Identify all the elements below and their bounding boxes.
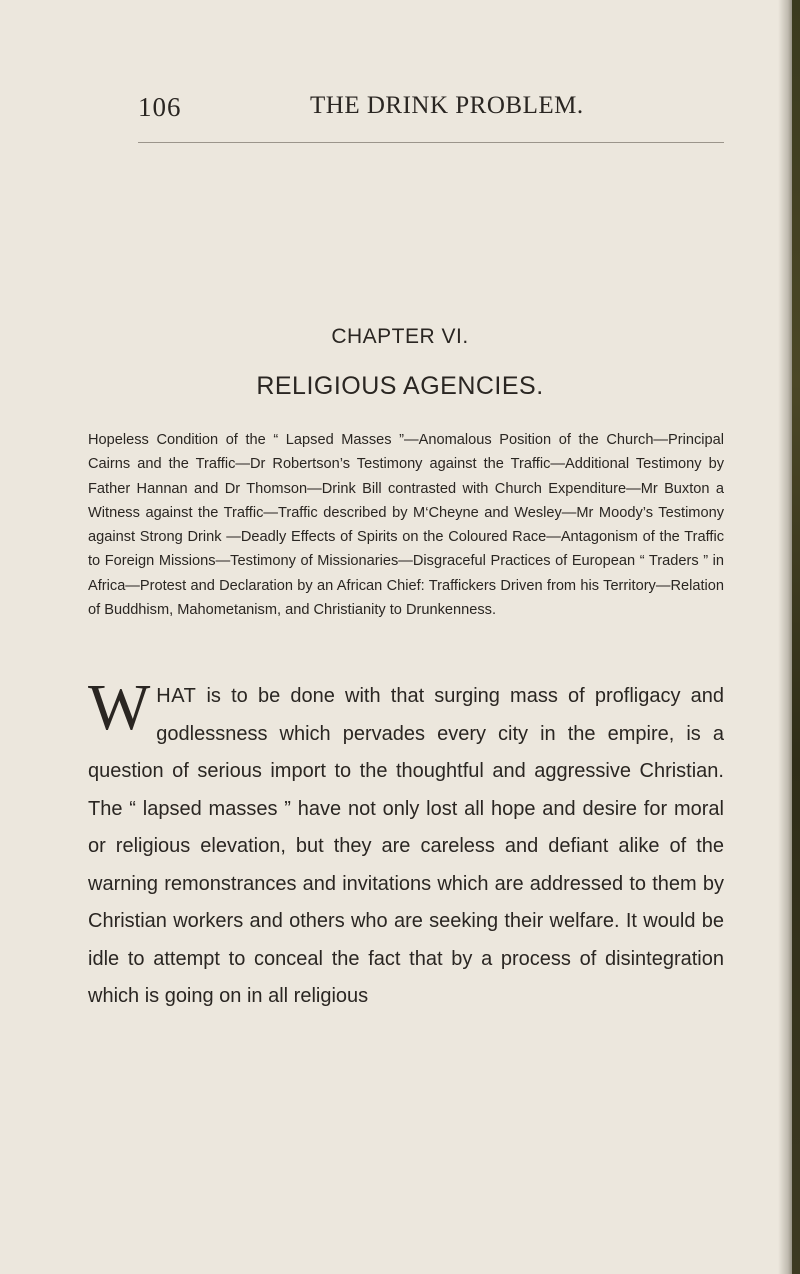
chapter-number: CHAPTER VI. bbox=[331, 325, 469, 348]
page-number: 106 bbox=[138, 92, 182, 122]
lead-small-caps: HAT bbox=[156, 685, 197, 707]
header-rule bbox=[138, 142, 724, 143]
page-edge bbox=[792, 0, 800, 1274]
body-paragraph bbox=[88, 671, 724, 1016]
running-head bbox=[138, 92, 738, 128]
drop-cap: W bbox=[88, 671, 151, 744]
chapter-title: RELIGIOUS AGENCIES. bbox=[256, 372, 544, 400]
chapter-synopsis: Hopeless Condition of the “ Lapsed Masses ”—Anomalous Position of the Church—Principal Cairns and the Traffic—Dr Robertson’s Testimony against the Traffic—Additional Testimony by Father Hannan and Dr Thomson—Drink Bill contrasted with Church Expenditure—Mr Buxton a Witness against the Traffic—Traffic described by M‘Cheyne and Wesley—Mr Moody’s Testimony against Strong Drink —Deadly Effects of Spirits on the Coloured Race—Antagonism of the Traffic to Foreign Missions—Testimony of Missionaries—Disgraceful Practices of European “ Traders ” in Africa—Protest and Declaration by an African Chief: Traffickers Driven from his Territory—Relation of Buddhism, Mahometanism, and Christianity to Drunkenness. bbox=[88, 432, 724, 619]
body-text: is to be done with that surging mass of profligacy and godlessness which pervades every city in the empire, is a question of serious import to the thoughtful and aggressive Christian. The “ lapsed masses ” have not only lost all hope and desire for moral or religious elevation, but they are careless and defiant alike of the warning remonstrances and invitations which are addressed to them by Christian workers and others who are seeking their welfare. It would be idle to attempt to conceal the fact that by a process of disintegration which is going on in all religious bbox=[88, 685, 724, 1007]
running-title: THE DRINK PROBLEM. bbox=[310, 92, 584, 119]
